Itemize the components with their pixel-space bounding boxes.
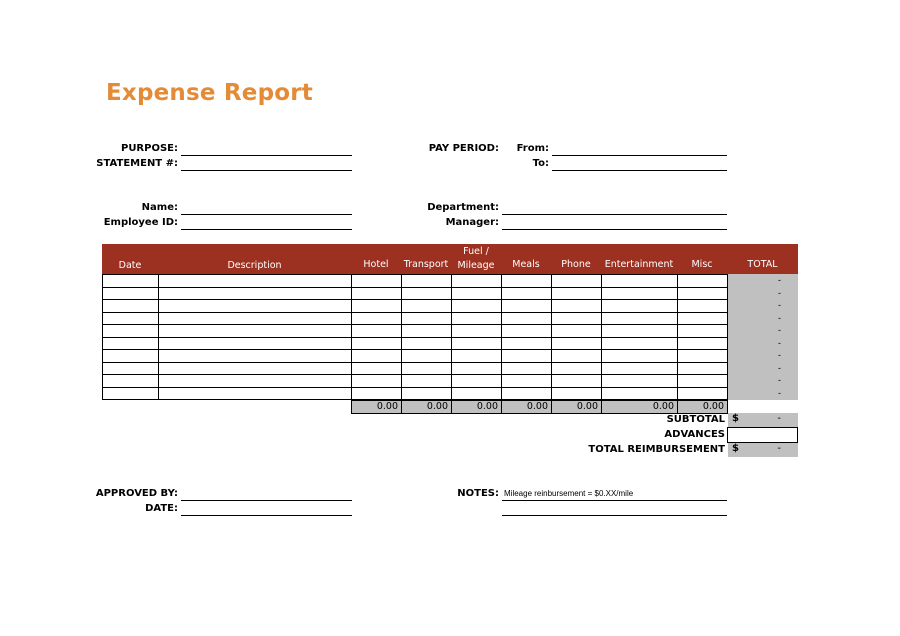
col-transport: Transport <box>403 259 449 270</box>
col-fuel-line2: Mileage <box>457 260 495 271</box>
table-cell[interactable] <box>451 349 502 363</box>
approved-by-label: APPROVED BY: <box>95 488 178 499</box>
table-cell[interactable] <box>401 299 452 313</box>
table-cell[interactable] <box>102 299 159 313</box>
table-cell[interactable] <box>677 324 728 338</box>
notes-label: NOTES: <box>457 488 499 499</box>
table-cell[interactable] <box>601 299 678 313</box>
column-total: 0.00 <box>501 400 552 414</box>
table-cell[interactable] <box>501 387 552 400</box>
table-cell[interactable] <box>451 274 502 288</box>
notes-line-1[interactable] <box>502 500 727 501</box>
column-total: 0.00 <box>551 400 602 414</box>
table-cell[interactable] <box>451 324 502 338</box>
table-cell[interactable] <box>677 387 728 400</box>
col-description: Description <box>227 260 282 271</box>
row-total: - <box>728 274 798 288</box>
table-cell[interactable] <box>158 274 352 288</box>
subtotal-cell <box>728 413 798 427</box>
row-total: - <box>728 287 798 300</box>
table-cell[interactable] <box>351 387 402 400</box>
row-total: - <box>728 299 798 313</box>
table-cell[interactable] <box>551 387 602 400</box>
row-total: - <box>728 374 798 388</box>
subtotal-value: - <box>777 413 781 424</box>
col-entertainment: Entertainment <box>604 259 674 270</box>
column-total: 0.00 <box>401 400 452 414</box>
table-cell[interactable] <box>102 324 159 338</box>
table-cell[interactable] <box>401 274 452 288</box>
table-cell[interactable] <box>551 274 602 288</box>
name-label: Name: <box>141 202 178 213</box>
page-title: Expense Report <box>106 80 313 106</box>
table-cell[interactable] <box>158 349 352 363</box>
table-cell[interactable] <box>601 274 678 288</box>
table-cell[interactable] <box>158 299 352 313</box>
to-label: To: <box>532 158 549 169</box>
col-meals: Meals <box>512 259 540 270</box>
table-cell[interactable] <box>351 349 402 363</box>
table-cell[interactable] <box>677 349 728 363</box>
name-field[interactable] <box>181 214 352 215</box>
manager-field[interactable] <box>502 229 727 230</box>
row-total: - <box>728 312 798 325</box>
table-cell[interactable] <box>102 387 159 400</box>
column-total: 0.00 <box>601 400 678 414</box>
table-cell[interactable] <box>351 274 402 288</box>
reimbursement-currency: $ <box>732 443 739 454</box>
table-cell[interactable] <box>551 324 602 338</box>
table-cell[interactable] <box>451 374 502 388</box>
table-cell[interactable] <box>401 349 452 363</box>
reimbursement-value: - <box>777 443 781 454</box>
table-cell[interactable] <box>158 324 352 338</box>
expense-table-body <box>102 274 798 424</box>
employee-id-field[interactable] <box>181 229 352 230</box>
table-cell[interactable] <box>451 387 502 400</box>
table-cell[interactable] <box>677 274 728 288</box>
advances-label: ADVANCES <box>664 429 725 440</box>
date-field[interactable] <box>181 515 352 516</box>
subtotal-currency: $ <box>732 413 739 424</box>
col-fuel-line1: Fuel / <box>463 246 489 257</box>
table-header <box>102 244 798 274</box>
purpose-label: PURPOSE: <box>120 143 178 154</box>
table-cell[interactable] <box>677 299 728 313</box>
col-misc: Misc <box>691 259 713 270</box>
table-cell[interactable] <box>102 374 159 388</box>
to-field[interactable] <box>552 170 727 171</box>
table-cell[interactable] <box>551 374 602 388</box>
table-cell[interactable] <box>401 324 452 338</box>
table-cell[interactable] <box>102 349 159 363</box>
manager-label: Manager: <box>445 217 499 228</box>
statement-field[interactable] <box>181 170 352 171</box>
department-label: Department: <box>427 202 499 213</box>
subtotal-label: SUBTOTAL <box>666 414 725 425</box>
table-cell[interactable] <box>158 374 352 388</box>
table-cell[interactable] <box>451 299 502 313</box>
table-cell[interactable] <box>601 324 678 338</box>
table-cell[interactable] <box>351 374 402 388</box>
table-cell[interactable] <box>401 374 452 388</box>
row-total: - <box>728 337 798 350</box>
table-cell[interactable] <box>351 299 402 313</box>
row-total: - <box>728 324 798 338</box>
department-field[interactable] <box>502 214 727 215</box>
table-cell[interactable] <box>501 299 552 313</box>
table-cell[interactable] <box>351 324 402 338</box>
purpose-field[interactable] <box>181 155 352 156</box>
table-cell[interactable] <box>501 349 552 363</box>
statement-label: STATEMENT #: <box>96 158 178 169</box>
col-total: TOTAL <box>747 259 778 270</box>
from-field[interactable] <box>552 155 727 156</box>
table-cell[interactable] <box>102 274 159 288</box>
row-total: - <box>728 349 798 363</box>
table-cell[interactable] <box>601 349 678 363</box>
table-cell[interactable] <box>158 387 352 400</box>
table-cell[interactable] <box>401 387 452 400</box>
column-total: 0.00 <box>351 400 402 414</box>
table-cell[interactable] <box>601 387 678 400</box>
table-cell[interactable] <box>501 374 552 388</box>
row-total: - <box>728 387 798 400</box>
pay-period-label: PAY PERIOD: <box>428 143 499 154</box>
table-cell[interactable] <box>551 299 602 313</box>
from-label: From: <box>516 143 549 154</box>
employee-id-label: Employee ID: <box>103 217 178 228</box>
table-cell[interactable] <box>501 274 552 288</box>
col-date: Date <box>118 260 142 271</box>
approved-by-field[interactable] <box>181 500 352 501</box>
table-cell[interactable] <box>501 324 552 338</box>
total-reimbursement-label: TOTAL REIMBURSEMENT <box>588 444 725 455</box>
col-hotel: Hotel <box>363 259 389 270</box>
table-cell[interactable] <box>677 374 728 388</box>
column-total: 0.00 <box>677 400 728 414</box>
advances-input[interactable] <box>727 427 798 443</box>
col-phone: Phone <box>561 259 591 270</box>
table-cell[interactable] <box>551 349 602 363</box>
column-total: 0.00 <box>451 400 502 414</box>
notes-text: Mileage reinbursement = $0.XX/mile <box>504 489 634 498</box>
table-cell[interactable] <box>601 374 678 388</box>
row-total: - <box>728 362 798 375</box>
total-reimbursement-cell <box>728 443 798 457</box>
date-label: DATE: <box>145 503 178 514</box>
notes-line-2[interactable] <box>502 515 727 516</box>
